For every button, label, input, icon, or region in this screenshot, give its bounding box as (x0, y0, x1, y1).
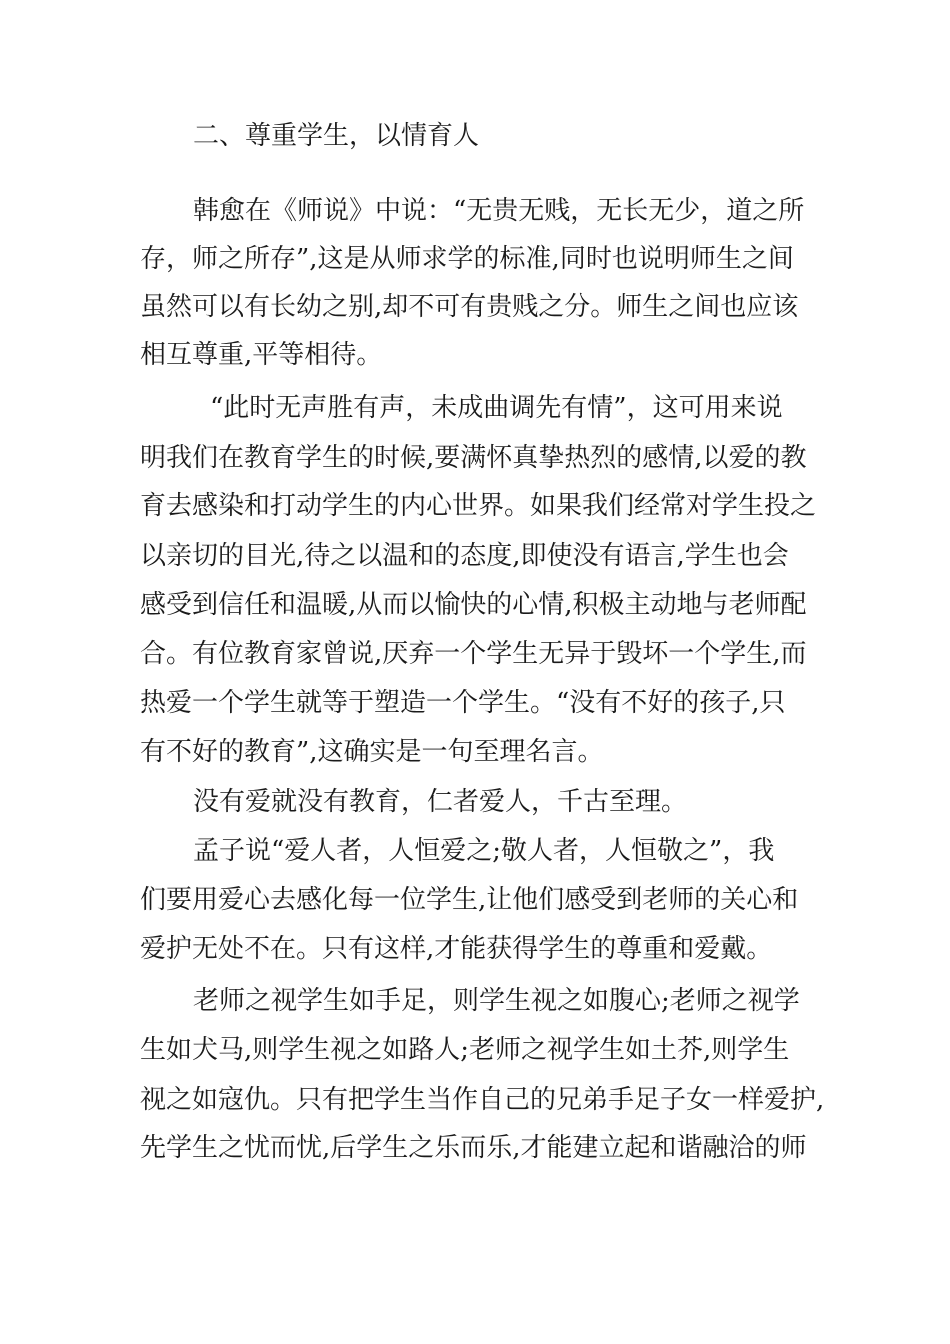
paragraph-1-line-3: 虽然可以有长幼之别,却不可有贵贱之分。师生之间也应该 (140, 292, 799, 322)
paragraph-2-line-6: 合。有位教育家曾说,厌弃一个学生无异于毁坏一个学生,而 (140, 639, 807, 669)
paragraph-4-line-3: 爱护无处不在。只有这样,才能获得学生的尊重和爱戴。 (140, 934, 773, 964)
paragraph-2-line-4: 以亲切的目光,待之以温和的态度,即使没有语言,学生也会 (140, 541, 789, 571)
paragraph-3-line-1: 没有爱就没有教育，仁者爱人，千古至理。 (193, 787, 688, 817)
paragraph-2-line-8: 有不好的教育”,这确实是一句至理名言。 (140, 737, 604, 767)
paragraph-2-line-2: 明我们在教育学生的时候,要满怀真挚热烈的感情,以爱的教 (140, 443, 807, 473)
paragraph-4-line-2: 们要用爱心去感化每一位学生,让他们感受到老师的关心和 (140, 885, 799, 915)
paragraph-4-line-1: 孟子说“爱人者，人恒爱之;敬人者，人恒敬之”，我 (193, 836, 775, 866)
section-heading: 二、尊重学生，以情育人 (193, 121, 480, 151)
paragraph-1-line-1: 韩愈在《师说》中说：“无贵无贱，无长无少，道之所 (193, 196, 805, 226)
paragraph-2-line-5: 感受到信任和温暖,从而以愉快的心情,积极主动地与老师配 (140, 590, 807, 620)
paragraph-2-line-7: 热爱一个学生就等于塑造一个学生。“没有不好的孩子,只 (140, 688, 786, 718)
paragraph-1-line-4: 相互尊重,平等相待。 (140, 340, 383, 370)
paragraph-5-line-3: 视之如寇仇。只有把学生当作自己的兄弟手足子女一样爱护, (140, 1085, 825, 1115)
paragraph-5-line-1: 老师之视学生如手足，则学生视之如腹心;老师之视学 (193, 986, 800, 1016)
paragraph-2-line-1: “此时无声胜有声，未成曲调先有情”，这可用来说 (210, 393, 783, 423)
paragraph-5-line-4: 先学生之忧而忧,后学生之乐而乐,才能建立起和谐融洽的师 (140, 1133, 807, 1163)
paragraph-2-line-3: 育去感染和打动学生的内心世界。如果我们经常对学生投之 (140, 491, 817, 521)
paragraph-1-line-2: 存，师之所存”,这是从师求学的标准,同时也说明师生之间 (140, 244, 794, 274)
paragraph-5-line-2: 生如犬马,则学生视之如路人;老师之视学生如土芥,则学生 (140, 1035, 790, 1065)
